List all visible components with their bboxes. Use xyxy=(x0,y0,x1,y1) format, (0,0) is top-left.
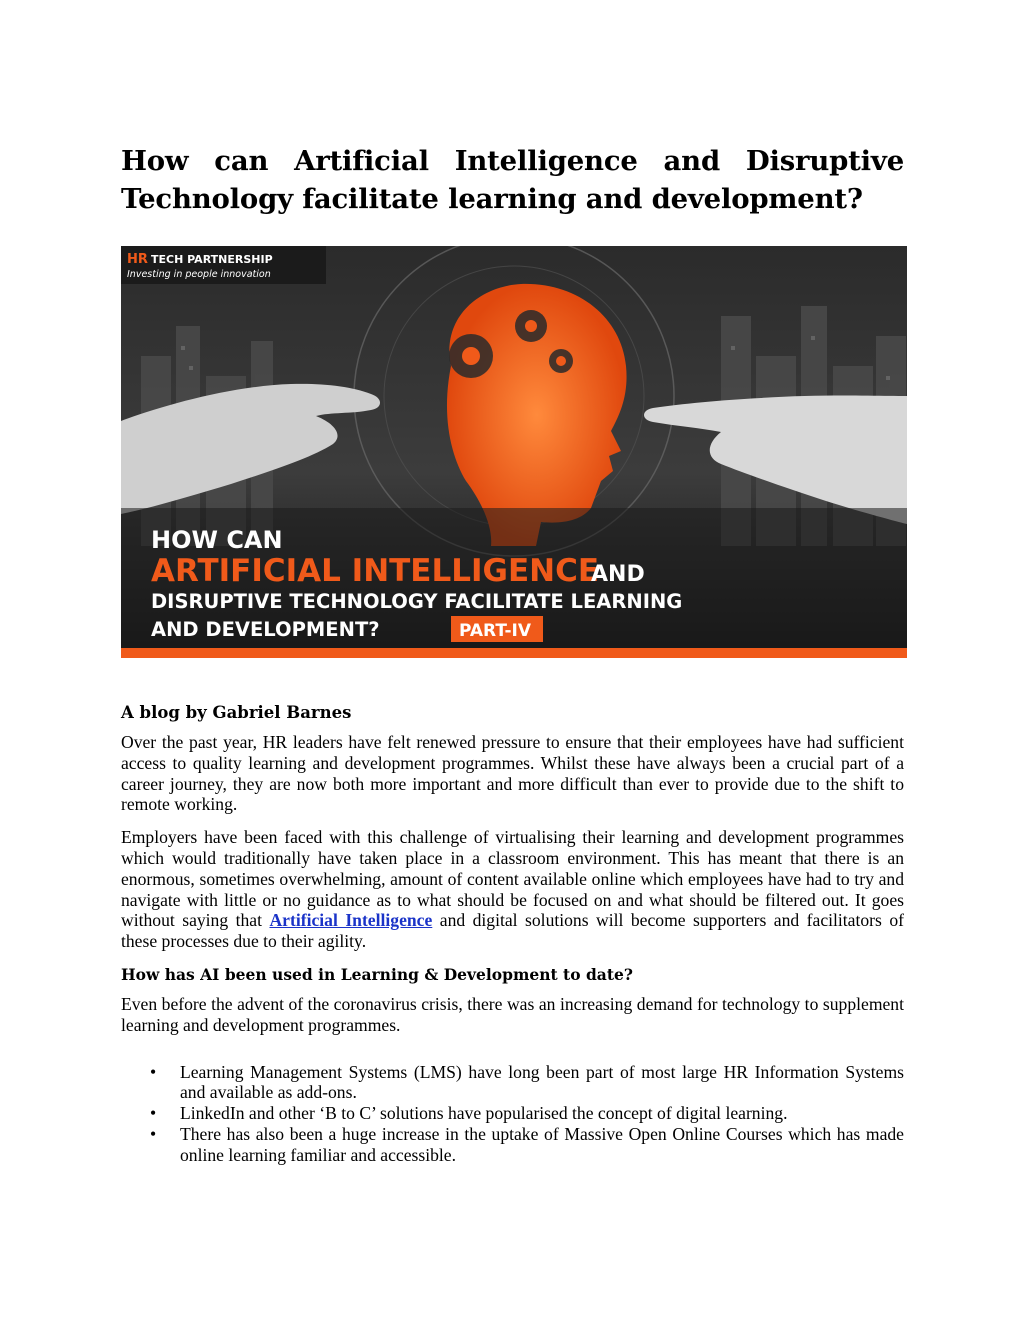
list-item-text: LinkedIn and other ‘B to C’ solutions have popularised the concept of digital learning. xyxy=(180,1103,788,1124)
bullet-icon: • xyxy=(150,1103,157,1124)
bullet-icon: • xyxy=(150,1061,157,1082)
brand-tagline: Investing in people innovation xyxy=(127,269,271,280)
brand-prefix: HR xyxy=(127,252,148,267)
section-heading: How has AI been used in Learning & Development to date? xyxy=(121,964,633,984)
hero-illustration xyxy=(121,246,907,658)
bullet-icon: • xyxy=(150,1123,157,1144)
hero-headline-and: AND xyxy=(591,562,645,587)
artificial-intelligence-link[interactable]: Artificial Intelligence xyxy=(269,910,433,931)
article-byline: A blog by Gabriel Barnes xyxy=(121,703,352,722)
paragraph-intro: Over the past year, HR leaders have felt renewed pressure to ensure that their employees have had sufficient access to quality learning and development programmes. Whilst these have always been a crucial part of a career journey, they are now both more important and more difficult than ever to provide due to the shift to remote working. xyxy=(121,732,904,815)
hero-headline-line1: HOW CAN xyxy=(151,526,283,554)
bullet-list xyxy=(121,1062,904,1166)
list-item-text: There has also been a huge increase in the uptake of Massive Open Online Courses which has made online learning familiar and accessible. xyxy=(180,1123,904,1165)
hero-banner-image xyxy=(121,246,907,658)
hero-headline-line3: DISRUPTIVE TECHNOLOGY FACILITATE LEARNING xyxy=(151,590,683,613)
hero-headline-line4: AND DEVELOPMENT? xyxy=(151,618,380,641)
part-badge-label: PART-IV xyxy=(459,621,532,641)
hero-headline-highlight: ARTIFICIAL INTELLIGENCE xyxy=(151,553,600,589)
article xyxy=(121,142,904,1166)
brand-name: TECH PARTNERSHIP xyxy=(151,253,273,266)
paragraph-text: and digital solutions will become supporters and facilitators of these processes due to their agility. xyxy=(121,910,904,952)
paragraph-challenge xyxy=(121,827,904,952)
list-item-text: Learning Management Systems (LMS) have long been part of most large HR Information Systems and available as add-ons. xyxy=(180,1061,904,1103)
paragraph-demand: Even before the advent of the coronavirus crisis, there was an increasing demand for technology to supplement learning and development programmes. xyxy=(121,993,904,1035)
paragraph-text: Employers have been faced with this challenge of virtualising their learning and development programmes which would traditionally have taken place in a classroom environment. This has meant that there is an enormous, sometimes overwhelming, amount of content available online which employees have had to try and navigate with little or no guidance as to what should be focused on and what should be filtered out. It goes without saying that xyxy=(121,827,904,931)
list-item xyxy=(150,1103,904,1124)
list-item xyxy=(150,1061,904,1104)
article-title: How can Artificial Intelligence and Disruptive Technology facilitate learning and development? xyxy=(121,145,904,215)
list-item xyxy=(150,1123,904,1166)
